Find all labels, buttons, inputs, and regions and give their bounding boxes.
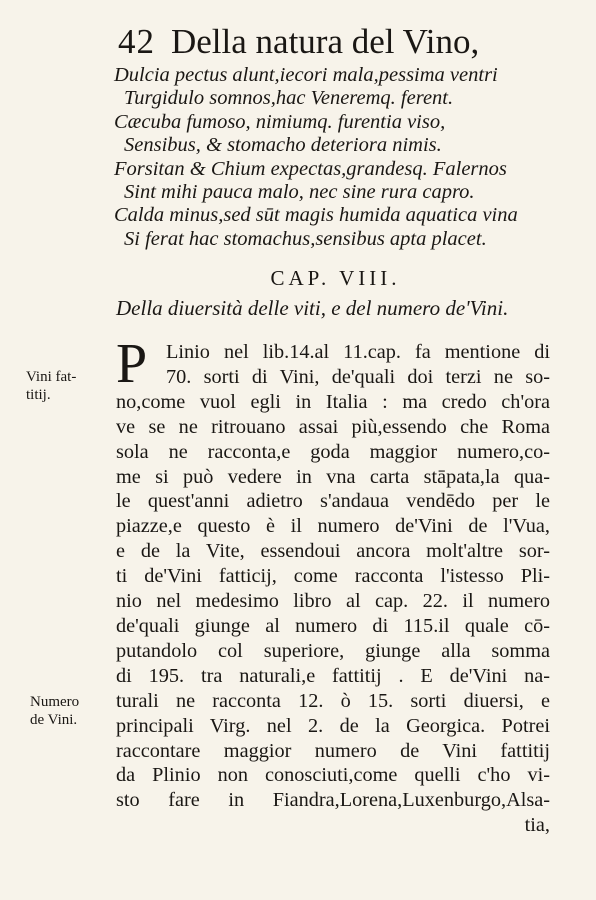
body-line: de'quali giunge al numero di 115.il quale cō- <box>116 614 550 637</box>
margin-note-line: titij. <box>26 387 51 403</box>
margin-note-line: Vini fat- <box>26 369 77 385</box>
drop-cap: P <box>116 333 148 395</box>
body-line: putandolo col superiore, giunge alla somma <box>116 639 550 662</box>
verse-line: Cæcuba fumoso, nimiumq. furentia viso, <box>114 110 446 133</box>
body-line: nio nel medesimo libro al cap. 22. il numero <box>116 590 550 613</box>
running-title: Della natura del Vino, <box>171 22 480 61</box>
verse-line: Dulcia pectus alunt,iecori mala,pessima ventri <box>114 64 498 86</box>
page-number: 42 <box>118 22 155 61</box>
body-line: e de la Vite, essendoui ancora molt'altre sor- <box>116 540 550 563</box>
verse-line: Calda minus,sed sūt magis humida aquatica vina <box>114 204 518 227</box>
body-line: 70. sorti di Vini, de'quali doi terzi ne so- <box>166 365 550 388</box>
body-line: me si può vedere in vna carta stāpata,la qua- <box>116 465 550 488</box>
body-line: Linio nel lib.14.al 11.cap. fa mentione di <box>166 341 550 363</box>
margin-note-line: Numero <box>30 694 80 710</box>
page-header <box>118 22 538 62</box>
body-line: principali Virg. nel 2. de la Georgica. Potrei <box>116 714 550 737</box>
chapter-heading: CAP. VIII. <box>270 266 401 290</box>
body-line: no,come vuol egli in Italia : ma credo ch'ora <box>116 390 550 413</box>
verse-line: Sensibus, & stomacho deteriora nimis. <box>124 134 442 157</box>
body-line: piazze,e questo è il numero de'Vini de l'Vua, <box>116 515 550 538</box>
verse-line: Si ferat hac stomachus,sensibus apta placet. <box>124 227 487 250</box>
verse-line: Sint mihi pauca malo, nec sine rura capro. <box>124 181 475 204</box>
body-text <box>116 333 550 838</box>
body-line: tia, <box>524 814 550 837</box>
latin-verses <box>114 64 554 251</box>
body-line: turali ne racconta 12. ò 15. sorti diuersi, e <box>116 689 550 712</box>
body-line: raccontare maggior numero de Vini fattitij <box>116 739 550 762</box>
body-line: le quest'anni adietro s'andaua vendēdo per le <box>116 490 550 513</box>
margin-note-line: de Vini. <box>30 712 78 728</box>
body-line: sola ne racconta,e goda maggior numero,co- <box>116 440 550 463</box>
margin-note-vini-fattitij <box>26 368 76 404</box>
chapter-title: Della diuersità delle viti, e del numero de'Vini. <box>116 296 509 320</box>
body-line: sto fare in Fiandra,Lorena,Luxenburgo,Alsa- <box>116 789 550 812</box>
margin-note-numero-de-vini <box>30 693 79 729</box>
verse-line: Turgidulo somnos,hac Veneremq. ferent. <box>124 87 454 110</box>
body-line: di 195. tra naturali,e fattitij . E de'Vini na- <box>116 664 550 687</box>
body-line: ve se ne ritrouano assai più,essendo che Roma <box>116 415 550 438</box>
body-line: ti de'Vini fatticij, come racconta l'istesso Pli- <box>116 565 550 588</box>
body-line: da Plinio non conosciuti,come quelli c'ho vi- <box>116 764 550 787</box>
verse-line: Forsitan & Chium expectas,grandesq. Falernos <box>114 157 507 180</box>
